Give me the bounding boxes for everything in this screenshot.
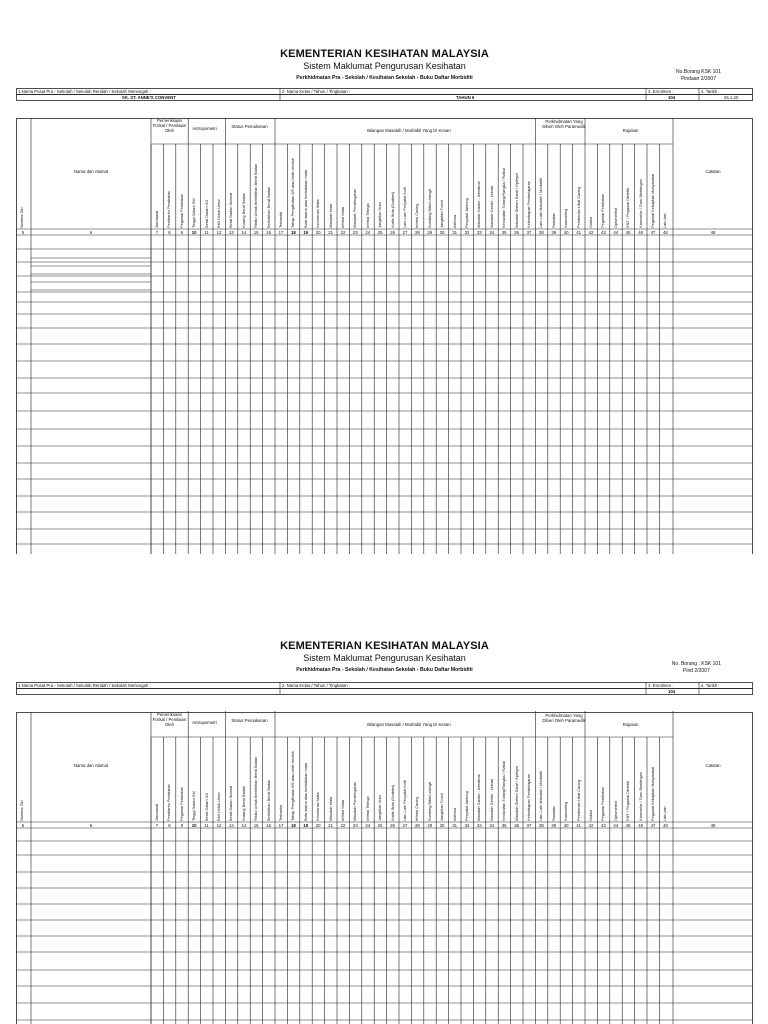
column-number: 23 — [353, 230, 358, 235]
group-bilangan: Bilangan Masalah / Morbiditi Yang Di Kesan — [367, 722, 451, 727]
column-header-label: Lain-lain — [662, 213, 668, 228]
column-number: 16 — [266, 823, 271, 828]
column-header-label: Penyakit Jantung — [464, 791, 469, 821]
nama-header: Nama dan Alamat — [73, 763, 109, 768]
column-number: 10 — [191, 823, 197, 828]
column-header-label: Tinggi Dalam SM — [191, 791, 197, 821]
column-header-label: Asthma — [451, 214, 457, 228]
row-lines-1 — [16, 249, 753, 544]
column-number: 18 — [291, 823, 296, 828]
column-header-label: ENT / Pegawai Dietetik — [625, 781, 631, 821]
form-sheet-2 — [16, 636, 753, 1024]
column-number: 22 — [340, 230, 346, 235]
column-header-label: Lain-Lain Masalah / Morbiditi — [538, 178, 544, 228]
column-header-label: Pegawai Perubatan — [600, 787, 606, 821]
column-header-label: Rawatan — [550, 805, 556, 821]
column-header-label: Masalah Sistem Saraf / Epilepsi — [513, 173, 519, 228]
date-label: 4. Tarikh : — [701, 89, 720, 94]
column-header-label: Kecacatan Tulang/Rangka / Fizikal — [501, 761, 507, 821]
column-header-label: Pegawai Perubatan — [178, 194, 184, 228]
column-header-label: Berat Dalam KG — [203, 792, 209, 821]
column-header-label: BMI Untuk Umur — [216, 199, 221, 228]
col-num-siri: 5 — [21, 823, 25, 828]
group-perkhidmatan: Perkhidmatan Yang Diberi Oleh Paramedik — [542, 119, 586, 129]
column-header-label: Rawatan — [550, 212, 556, 228]
column-header-label: Kecerunan Mata — [315, 199, 321, 228]
column-header-label: Optometrist — [612, 207, 618, 228]
column-number: 38 — [539, 230, 544, 235]
column-header-label: Kudis Buta (Scabies) — [389, 191, 395, 228]
column-header-label: Sumbing Bibir/Lelangit — [426, 189, 432, 228]
ministry-title: KEMENTERIAN KESIHATAN MALAYSIA — [280, 640, 489, 652]
column-number: 26 — [390, 230, 395, 235]
nombor-siri-header: Nombor Siri — [19, 207, 24, 228]
column-number: 17 — [278, 823, 284, 828]
column-number: 24 — [365, 823, 371, 828]
column-header-label: Penyakit Jantung — [464, 198, 469, 228]
column-header-label: Masalah Pendengaran — [352, 781, 358, 821]
column-number: 36 — [514, 230, 519, 235]
class-label: 2. Nama Kelas / Tahun / Tingkatan : — [282, 89, 350, 94]
col-lines-1 — [151, 118, 673, 554]
form-number: No.Borang KSK 101 — [675, 69, 721, 75]
form-grid — [16, 636, 753, 1024]
column-number: 7 — [155, 823, 159, 828]
column-number: 13 — [229, 230, 234, 235]
column-header-label: Masalah Sistem Saraf / Epilepsi — [513, 766, 519, 821]
column-header-label: Masalah Genito - Urinari — [488, 778, 494, 821]
column-number: 34 — [489, 230, 495, 235]
column-header-label: Lain-Lain Penyakit Kulit — [402, 780, 407, 821]
col-num-nama: 6 — [89, 823, 93, 828]
column-header-label: Buta warna atau kedudukan mata — [302, 169, 308, 228]
column-header-label: Masalah Pendengaran — [352, 188, 358, 228]
catatan-header: Catatan — [705, 169, 721, 174]
column-header-label: Pegawai Kebajikan Masyarakat — [650, 173, 655, 228]
column-number: 32 — [464, 230, 470, 235]
column-number: 38 — [539, 823, 544, 828]
school-label: 1.Nama Pusat Pra - Sekolah / Sekolah Rendah / Sekolah Menengah : — [18, 89, 151, 94]
column-number: 27 — [402, 230, 408, 235]
col-num-nama: 6 — [89, 230, 93, 235]
column-header-label: Berat Dalam KG — [203, 199, 209, 228]
column-number: 29 — [427, 823, 433, 828]
column-header-label: Masalah Mata — [327, 796, 333, 821]
column-number: 8 — [168, 823, 171, 828]
column-header-label: BMI Untuk Umur — [216, 792, 221, 821]
service-title: Perkhidmatan Pra - Sekolah / Kesihatan Sekolah - Buku Daftar Morbiditi — [296, 667, 473, 673]
column-number: 21 — [328, 230, 333, 235]
column-header-label: Berlebihan Berat Badan — [265, 779, 271, 821]
date-label: 4. Tarikh : — [701, 683, 720, 688]
column-header-label: Kurang Berat Badan — [240, 785, 246, 821]
column-number: 14 — [241, 230, 247, 235]
column-header-label: Jangkitan Kutu — [377, 202, 383, 228]
column-number: 15 — [253, 823, 259, 828]
column-header-label: Infeksi Telinga — [364, 203, 370, 228]
column-number: 26 — [390, 823, 395, 828]
group-rujukan: Rujukan — [622, 128, 639, 133]
column-number: 40 — [563, 823, 569, 828]
column-header-label: Kelembapan Pembelajaran — [526, 181, 531, 228]
column-number: 18 — [291, 230, 296, 235]
column-number: 8 — [168, 230, 171, 235]
form-revision: Pind 2/2007 — [683, 667, 710, 674]
column-header-label: Infeksi Cacing — [414, 796, 420, 821]
column-header-label: Sumbing Bibir/Lelangit — [426, 782, 432, 821]
column-header-label: Tahap Penglihatan 6/9 atau lebih rendah — [290, 751, 296, 821]
column-number: 25 — [377, 823, 383, 828]
date-value: 25.1.20 — [724, 95, 739, 100]
column-header-label: Jangkitan Tonsil — [439, 200, 445, 228]
column-header-label: Berlebihan Berat Badan — [265, 186, 271, 228]
column-header-label: Pegawai Kebajikan Masyarakat — [650, 766, 655, 821]
column-number: 33 — [477, 230, 482, 235]
column-header-label: Infeksi Cacing — [414, 203, 420, 228]
column-header-label: Jururawat — [154, 803, 159, 821]
column-number: 25 — [377, 230, 383, 235]
column-header-label: Doktor — [588, 216, 593, 228]
column-header-label: Jangkitan Tonsil — [439, 793, 445, 821]
column-header-label: Pemberian Ubat Cacing — [575, 186, 581, 228]
column-header-label: Masalah Gastro - Intestinal — [476, 181, 482, 228]
column-number: 46 — [638, 230, 643, 235]
enrolmen-value: 104 — [668, 95, 676, 100]
column-number: 48 — [663, 823, 668, 828]
ministry-title: KEMENTERIAN KESIHATAN MALAYSIA — [280, 48, 489, 60]
column-header-label: Kelembapan Pembelajaran — [526, 774, 531, 821]
column-number: 44 — [613, 823, 619, 828]
column-number: 46 — [638, 823, 643, 828]
column-header-label: Kecerunan Mata — [315, 792, 321, 821]
form-sheet-1 — [16, 44, 753, 554]
column-number: 30 — [439, 823, 445, 828]
column-header-label: Lain-lain — [662, 806, 668, 821]
column-header-label: Jururawat — [154, 210, 159, 228]
enrolmen-value: 104 — [668, 689, 676, 694]
column-header-label: ENT / Pegawai Dietetik — [625, 188, 631, 228]
column-number: 42 — [588, 230, 594, 235]
column-header-label: Infeksi Mata — [340, 800, 345, 821]
column-number: 12 — [216, 230, 222, 235]
column-header-label: Kudis Buta (Scabies) — [389, 784, 395, 821]
column-header-label: Kaunselor / Guru Bimbingan — [637, 179, 643, 228]
col-num-siri: 5 — [21, 230, 25, 235]
column-number: 9 — [180, 823, 183, 828]
column-header-label: Kurang Berat Badan — [240, 192, 246, 228]
form-number: No. Borang : KSK 101 — [671, 661, 721, 667]
enrolmen-label: 3. Enrolmen : — [648, 683, 674, 688]
column-header-label: Buta warna atau kedudukan mata — [302, 762, 308, 821]
column-number: 10 — [191, 230, 197, 235]
group-antropometri: Antropometri — [192, 720, 217, 725]
column-header-label: Berat Badan Normal — [228, 192, 234, 228]
group-perkhidmatan: Perkhidmatan Yang Diberi Oleh Paramedik — [542, 713, 586, 723]
nama-header: Nama dan Alamat — [73, 169, 109, 174]
class-value: TAHUN 6 — [456, 95, 475, 100]
column-number: 40 — [563, 230, 569, 235]
column-header-label: Tinggi Dalam SM — [191, 198, 197, 228]
column-header-label: Masalah Gastro - Intestinal — [476, 774, 482, 821]
column-header-label: Pegawai Perubatan — [600, 194, 606, 228]
col-num-catatan: 48 — [710, 230, 716, 235]
column-header-label: Berat Badan Normal — [228, 785, 234, 821]
column-number: 11 — [204, 823, 209, 828]
group-bilangan: Bilangan Masalah / Morbiditi Yang Di Kesan — [367, 128, 451, 133]
column-header-label: Masalah Mata — [327, 203, 333, 228]
nombor-siri-header: Nombor Siri — [19, 800, 24, 821]
column-number: 39 — [551, 230, 557, 235]
column-header-label: Masalah Genito - Urinari — [488, 185, 494, 228]
column-header-label: Doktor — [588, 809, 593, 821]
school-value: SK. ST. ANNE'S CONVENT — [122, 95, 176, 100]
column-number: 24 — [365, 230, 371, 235]
column-header-label: Jangkitan Kutu — [377, 795, 383, 821]
enrolmen-label: 3. Enrolmen : — [648, 89, 674, 94]
column-number: 48 — [663, 230, 668, 235]
column-number: 32 — [464, 823, 470, 828]
column-number: 29 — [427, 230, 433, 235]
column-header-label: Infeksi Mata — [340, 207, 345, 228]
system-subtitle: Sistem Maklumat Pengurusan Kesihatan — [303, 653, 466, 663]
column-header-label: Infeksi Telinga — [364, 796, 370, 821]
column-number: 33 — [477, 823, 482, 828]
column-number: 45 — [625, 823, 631, 828]
group-pemeriksaan: Pemeriksaan Fizikal / Penilaian Oleh — [152, 712, 187, 727]
catatan-header: Catatan — [705, 763, 721, 768]
column-header-label: Kaunselor / Guru Bimbingan — [637, 772, 643, 821]
column-header-label: Pembantu Perubatan — [166, 784, 172, 821]
column-header-label: Pegawai Perubatan — [178, 787, 184, 821]
column-header-label: Terbantut — [278, 804, 283, 821]
column-number: 22 — [340, 823, 346, 828]
column-header-label: Tahap Penglihatan 6/9 atau lebih rendah — [290, 158, 296, 228]
group-status: Status Pemakanan — [231, 718, 268, 723]
column-number: 16 — [266, 230, 271, 235]
column-header-label: Risiko Untuk Berlebihan Berat Badan — [253, 163, 259, 228]
column-number: 27 — [402, 823, 408, 828]
column-number: 42 — [588, 823, 594, 828]
column-number: 19 — [303, 230, 309, 235]
column-header-label: Kecacatan Tulang/Rangka / Fizikal — [501, 168, 507, 228]
column-number: 13 — [229, 823, 234, 828]
column-header-label: Lain-Lain Masalah / Morbiditi — [538, 771, 544, 821]
column-header-label: Lain-Lain Penyakit Kulit — [402, 187, 407, 228]
col-num-catatan: 48 — [710, 823, 716, 828]
column-header-label: Pemberian Ubat Cacing — [575, 779, 581, 821]
column-number: 23 — [353, 823, 358, 828]
group-rujukan: Rujukan — [622, 722, 639, 727]
form-revision: Pindaan 2/2007 — [680, 75, 716, 82]
column-number: 39 — [551, 823, 557, 828]
col-lines-2 — [151, 711, 673, 1024]
system-subtitle: Sistem Maklumat Pengurusan Kesihatan — [303, 61, 466, 71]
column-number: 41 — [576, 823, 581, 828]
column-header-label: Asthma — [451, 807, 457, 821]
column-header-label: Kaunseling — [563, 801, 569, 821]
school-label: 1.Nama Pusat Pra - Sekolah / Sekolah Rendah / Sekolah Menengah : — [18, 683, 151, 688]
column-number: 47 — [650, 823, 656, 828]
column-number: 17 — [278, 230, 284, 235]
column-number: 37 — [526, 230, 532, 235]
column-number: 35 — [501, 230, 507, 235]
column-number: 43 — [601, 823, 606, 828]
column-number: 7 — [155, 230, 159, 235]
service-title: Perkhidmatan Pra - Sekolah / Kesihatan Sekolah - Buku Daftar Morbiditi — [296, 75, 473, 81]
group-antropometri: Antropometri — [192, 126, 217, 131]
column-number: 21 — [328, 823, 333, 828]
column-number: 43 — [601, 230, 606, 235]
column-number: 45 — [625, 230, 631, 235]
class-label: 2. Nama Kelas / Tahun / Tingkatan : — [282, 683, 350, 688]
row-lines-2 — [16, 841, 753, 1020]
column-number: 34 — [489, 823, 495, 828]
column-header-label: Optometrist — [612, 800, 618, 821]
column-number: 20 — [315, 823, 321, 828]
group-pemeriksaan: Pemeriksaan Fizikal / Penilaian Oleh — [152, 118, 187, 133]
column-number: 9 — [180, 230, 183, 235]
column-number: 14 — [241, 823, 247, 828]
form-grid — [16, 44, 753, 554]
column-number: 20 — [315, 230, 321, 235]
column-number: 37 — [526, 823, 532, 828]
column-number: 11 — [204, 230, 209, 235]
column-number: 30 — [439, 230, 445, 235]
group-status: Status Pemakanan — [231, 124, 268, 129]
column-header-label: Risiko Untuk Berlebihan Berat Badan — [253, 756, 259, 821]
column-number: 35 — [501, 823, 507, 828]
column-number: 31 — [452, 823, 457, 828]
column-number: 28 — [415, 230, 420, 235]
column-header-label: Terbantut — [278, 211, 283, 228]
column-number: 15 — [253, 230, 259, 235]
column-number: 36 — [514, 823, 519, 828]
column-number: 47 — [650, 230, 656, 235]
column-header-label: Kaunseling — [563, 208, 569, 228]
column-number: 28 — [415, 823, 420, 828]
column-number: 44 — [613, 230, 619, 235]
column-number: 31 — [452, 230, 457, 235]
column-number: 12 — [216, 823, 222, 828]
column-header-label: Pembantu Perubatan — [166, 191, 172, 228]
column-number: 19 — [303, 823, 309, 828]
column-number: 41 — [576, 230, 581, 235]
